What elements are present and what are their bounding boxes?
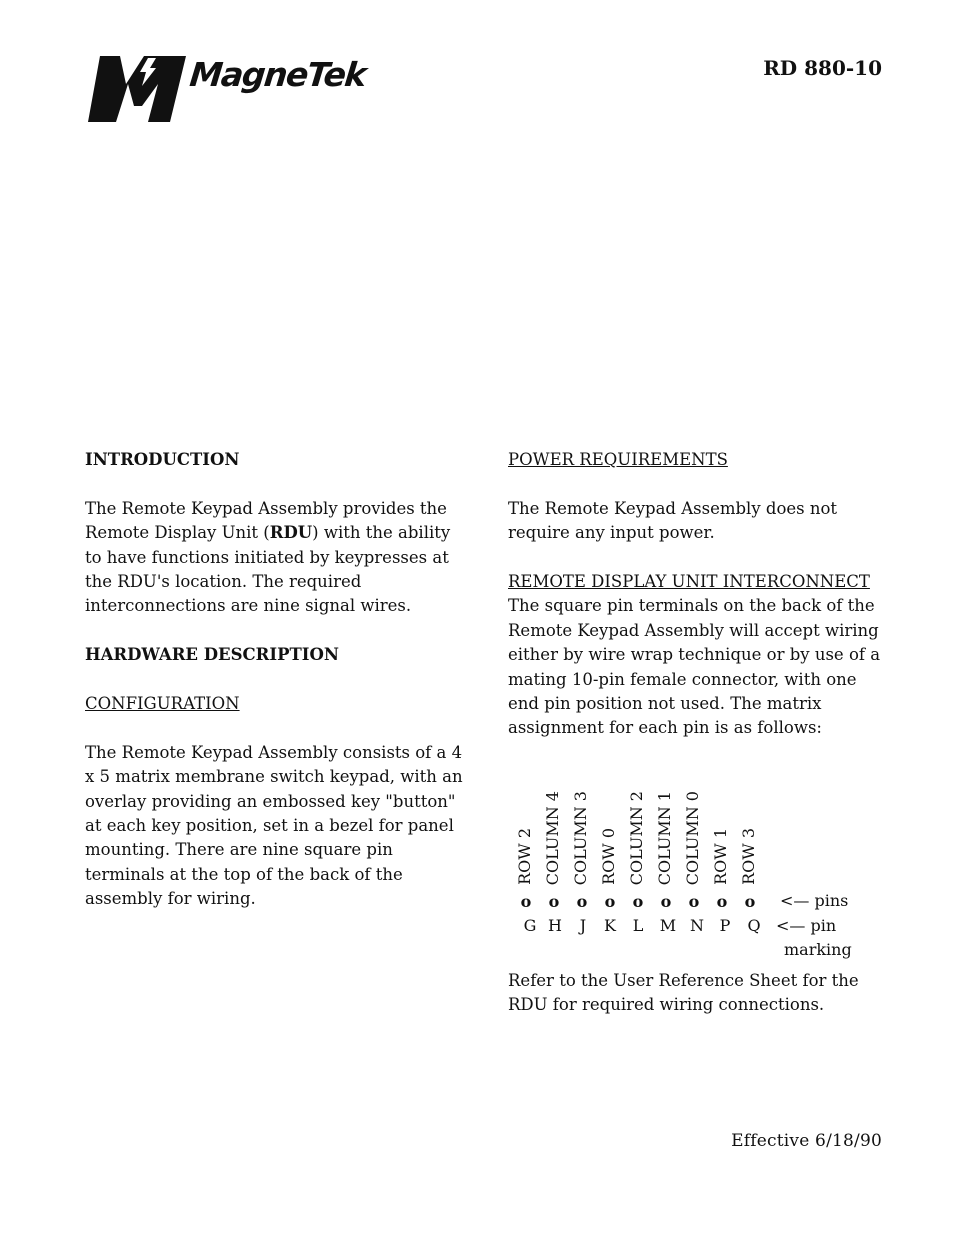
rdu-interconnect-text: The square pin terminals on the back of the Remote Keypad Assembly will accept wiring either by wire wrap technique or by use of a mating 10-pin female connector, with one end pin position not used. The matrix assignment for each pin is as follows: [508, 596, 881, 738]
pin-signal-label: COLUMN 2 [627, 790, 646, 885]
magnetek-logo [86, 54, 376, 126]
pin-dot: o [716, 891, 728, 911]
pin-marking: N [690, 915, 704, 935]
pin-dot: o [632, 891, 644, 911]
left-column [85, 448, 465, 912]
pin-signal-label: ROW 3 [739, 827, 758, 885]
refer-text: Refer to the User Reference Sheet for the RDU for required wiring connections. [508, 970, 859, 1015]
pin-dot: o [744, 891, 756, 911]
document-id: RD 880-10 [763, 56, 882, 80]
pin-dot: o [604, 891, 616, 911]
pin-signal-label: ROW 1 [711, 827, 730, 885]
configuration-text: The Remote Keypad Assembly consists of a 4 x 5 matrix membrane switch keypad, with an overlay providing an embossed key "button" at each key position, set in a bezel for panel mounting. There are nine square pin terminals at the top of the back of the assembly for wiring. [85, 742, 463, 909]
pin-marking-legend-cont: marking [784, 939, 852, 959]
pin-signal-label: COLUMN 1 [655, 790, 674, 885]
introduction-heading: INTRODUCTION [85, 450, 240, 469]
hardware-description-heading: HARDWARE DESCRIPTION [85, 645, 339, 665]
pin-marking: K [604, 915, 616, 935]
pin-marking-legend: <— pin [776, 915, 837, 935]
pin-marking: M [659, 915, 677, 935]
power-requirements-heading: POWER REQUIREMENTS [508, 450, 728, 469]
right-column [508, 448, 888, 1018]
rdu-abbrev: RDU [269, 523, 313, 543]
configuration-heading: CONFIGURATION [85, 694, 240, 714]
pin-marking: P [719, 915, 731, 935]
pins-legend: <— pins [780, 890, 849, 910]
pin-signal-label: ROW 0 [599, 827, 618, 885]
pin-signal-label: COLUMN 4 [543, 790, 562, 885]
pin-dot: o [660, 891, 672, 911]
magnetek-logo-mark [86, 54, 186, 126]
pin-assignment-diagram [508, 779, 878, 969]
pin-dot: o [688, 891, 700, 911]
pin-marking: H [548, 915, 562, 935]
power-requirements-text: The Remote Keypad Assembly does not require any input power. [508, 498, 838, 543]
rdu-interconnect-heading: REMOTE DISPLAY UNIT INTERCONNECT [508, 572, 870, 591]
pin-marking: G [523, 915, 537, 935]
pin-marking: J [579, 915, 587, 935]
pin-dot: o [520, 891, 532, 911]
introduction-text: The Remote Keypad Assembly provides the Remote Display Unit (RDU) with the ability to have functions initiated by keypresses at the RDU's location. The required interconnections are nine signal wires. [85, 498, 451, 616]
pin-signal-label: ROW 2 [515, 827, 534, 885]
pin-marking: Q [747, 915, 761, 935]
pin-signal-label: COLUMN 0 [683, 790, 702, 885]
brand-wordmark: MagneTek [187, 55, 368, 94]
pin-dot: o [548, 891, 560, 911]
pin-marking: L [632, 915, 644, 935]
pin-dot: o [576, 891, 588, 911]
effective-date: Effective 6/18/90 [731, 1131, 882, 1151]
pin-signal-label: COLUMN 3 [571, 790, 590, 885]
